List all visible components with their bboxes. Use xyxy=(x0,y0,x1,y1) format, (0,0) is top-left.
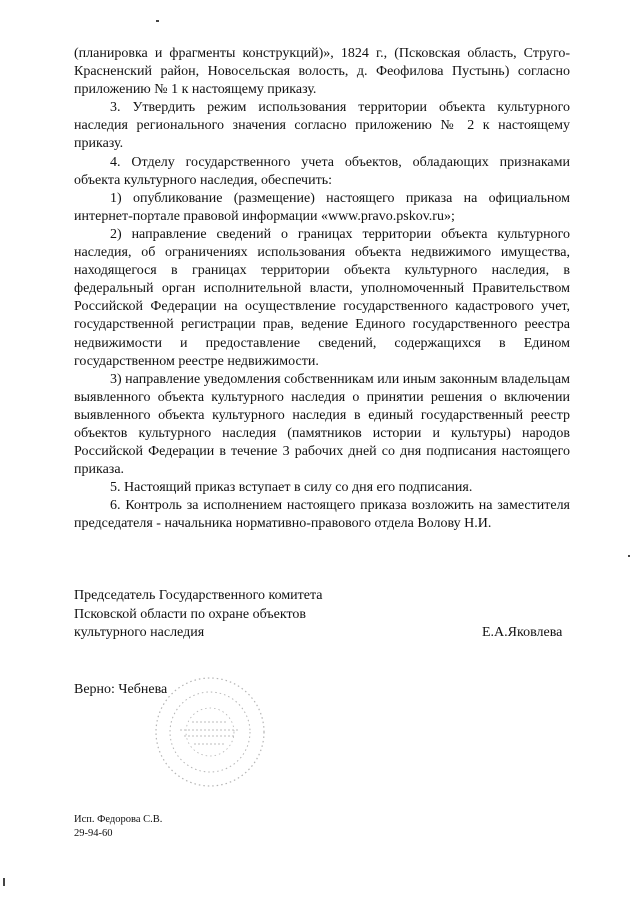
paragraph-item-4: 4. Отделу государственного учета объектов, обладающих признаками объекта культурного наследия, обеспечить: xyxy=(74,154,570,188)
paragraph-item-5: 5. Настоящий приказ вступает в силу со дня его подписания. xyxy=(110,480,473,496)
executor-info xyxy=(74,813,162,841)
paragraph-continuation: (планировка и фрагменты конструкций)», 1824 г., (Псковская область, Струго-Красненский район, Новосельская волость, д. Феофилова Пустынь) согласно приложению № 1 к настоящему приказу. xyxy=(74,46,570,98)
paragraph-subitem-3: 3) направление уведомления собственникам или иным законным владельцам выявленного объекта культурного наследия о принятии решения о включении выявленного объекта культурного наследия в единый государственный реестр объектов культурного наследия (памятников истории и культуры) народов Российской Федерации в течение 3 рабочих дней со дня подписания настоящего приказа. xyxy=(74,371,570,478)
signatory-title-line: Председатель Государственного комитета xyxy=(74,588,323,603)
certified-copy-note: Верно: Чебнева xyxy=(74,682,168,697)
official-stamp-image xyxy=(150,672,270,792)
signatory-title xyxy=(74,587,374,643)
signatory-title-line: культурного наследия xyxy=(74,625,205,640)
executor-name: Исп. Федорова С.В. xyxy=(74,814,163,825)
scan-mark xyxy=(3,878,5,886)
paragraph-subitem-2: 2) направление сведений о границах территории объекта культурного наследия, об ограничениях использования объекта недвижимого имущества, находящегося в границах территории объекта культурного наследия, в федеральный орган исполнительной власти, уполномоченный Правительством Российской Федерации на осуществление государственного кадастрового учет, государственной регистрации прав, ведение Единого государственного реестра недвижимости и предоставление сведений, содержащихся в Едином государственном реестре недвижимости. xyxy=(74,226,570,369)
paragraph-subitem-1: 1) опубликование (размещение) настоящего приказа на официальном интернет-портале правовой информации «www.pravo.pskov.ru»; xyxy=(74,190,570,224)
executor-phone: 29-94-60 xyxy=(74,828,113,839)
scan-mark xyxy=(628,555,630,557)
order-body xyxy=(74,45,570,534)
signatory-name: Е.А.Яковлева xyxy=(482,625,563,640)
signatory-title-line: Псковской области по охране объектов xyxy=(74,606,306,622)
scan-mark xyxy=(156,20,159,22)
paragraph-item-3: 3. Утвердить режим использования территории объекта культурного наследия регионального значения согласно приложению № 2 к настоящему приказу. xyxy=(74,100,570,152)
paragraph-item-6: 6. Контроль за исполнением настоящего приказа возложить на заместителя председателя - начальника нормативно-правового отдела Волову Н.И. xyxy=(74,498,570,532)
